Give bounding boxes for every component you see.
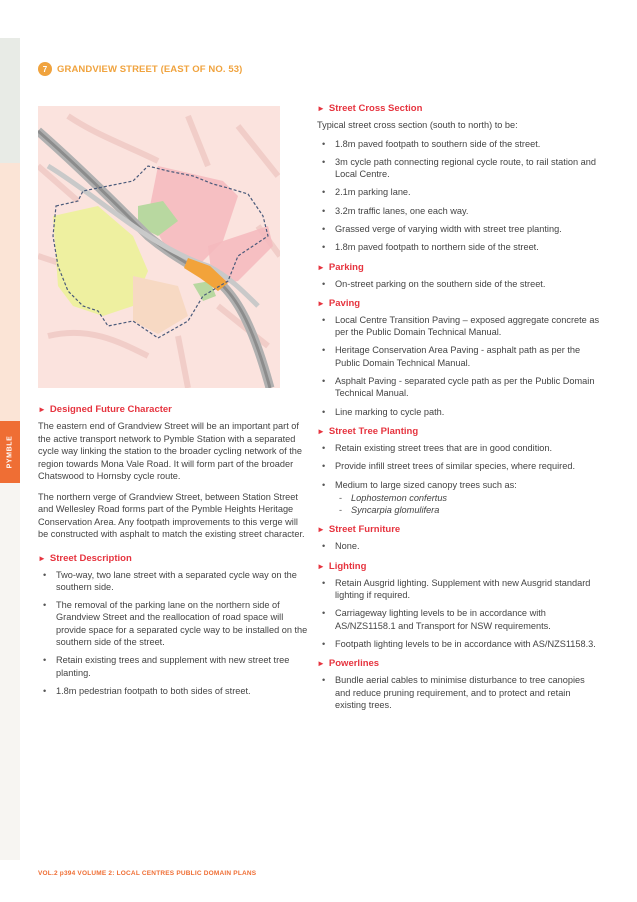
species-item: - Lophostemon confertus <box>335 492 602 504</box>
list-item: • Asphalt Paving - separated cycle path as per the Public Domain Technical Manual. <box>317 375 602 400</box>
heading-arrow-icon: ► <box>317 262 325 272</box>
left-column <box>38 404 308 705</box>
site-map <box>38 106 280 388</box>
heading-text: Street Description <box>49 552 132 564</box>
list-item-text: Medium to large sized canopy trees such as: <box>335 479 517 490</box>
list-item: • Footpath lighting levels to be in accordance with AS/NZS1158.3. <box>317 638 602 650</box>
list-item: • Provide infill street trees of similar species, where required. <box>317 460 602 472</box>
heading-arrow-icon: ► <box>38 405 46 414</box>
street-description-heading <box>38 553 308 564</box>
heading-text: Parking <box>328 261 364 273</box>
furniture-heading <box>317 524 602 535</box>
list-item: • Retain existing trees and supplement with new street tree planting. <box>38 654 308 679</box>
tree-planting-list <box>317 442 602 516</box>
list-item: • Retain existing street trees that are in good condition. <box>317 442 602 454</box>
heading-arrow-icon: ► <box>317 561 325 571</box>
heading-text: Lighting <box>328 560 367 572</box>
list-item: • Local Centre Transition Paving – exposed aggregate concrete as per the Public Domain Technical Manual. <box>317 314 602 339</box>
list-item: • 3.2m traffic lanes, one each way. <box>317 205 602 217</box>
strip-segment-green <box>0 38 20 163</box>
title-text: GRANDVIEW STREET (EAST OF NO. 53) <box>57 63 243 75</box>
powerlines-list <box>317 674 602 711</box>
heading-text: Street Cross Section <box>328 103 423 114</box>
lighting-list <box>317 577 602 650</box>
list-item: • None. <box>317 540 602 552</box>
list-item: • Grassed verge of varying width with street tree planting. <box>317 223 602 235</box>
list-item: • On-street parking on the southern side of the street. <box>317 278 602 290</box>
heading-text: Street Tree Planting <box>328 425 419 437</box>
list-item: • Two-way, two lane street with a separated cycle way on the southern side. <box>38 569 308 594</box>
powerlines-heading <box>317 658 602 669</box>
heading-text: Designed Future Character <box>49 404 172 415</box>
heading-arrow-icon: ► <box>38 553 46 563</box>
tree-planting-heading <box>317 426 602 437</box>
list-item: • Bundle aerial cables to minimise disturbance to tree canopies and reduce pruning requirement, and to protect and retain existing trees. <box>317 674 602 711</box>
paving-heading <box>317 298 602 309</box>
list-item: • Heritage Conservation Area Paving - asphalt path as per the Public Domain Technical Manual. <box>317 344 602 369</box>
heading-arrow-icon: ► <box>317 298 325 308</box>
heading-arrow-icon: ► <box>317 104 325 113</box>
furniture-list <box>317 540 602 552</box>
list-item: • The removal of the parking lane on the northern side of Grandview Street and the reallocation of road space will provide space for a separated cycle way to be installed on the southern side of the street. <box>38 599 308 648</box>
list-item: • Retain Ausgrid lighting. Supplement with new Ausgrid standard lighting if required. <box>317 577 602 602</box>
list-item <box>317 479 602 517</box>
right-column <box>317 103 602 719</box>
list-item: • Line marking to cycle path. <box>317 406 602 418</box>
list-item: • 2.1m parking lane. <box>317 186 602 198</box>
strip-segment-peach <box>0 163 20 448</box>
character-paragraph-1: The eastern end of Grandview Street will be an important part of the active transport network to Pymble Station with a separated cycle way linking the station to the broader cycling network of the region towards Mona Vale Road. It will form part of the broader Chatswood to Hornsby cycle route. <box>38 421 303 481</box>
section-tab-label: PYMBLE <box>6 435 14 469</box>
list-item: • 1.8m pedestrian footpath to both sides of street. <box>38 685 308 697</box>
list-item: • 1.8m paved footpath to northern side of the street. <box>317 241 602 253</box>
list-item: • 3m cycle path connecting regional cycle route, to rail station and Local Centre. <box>317 156 602 181</box>
page-footer: VOL.2 p394 VOLUME 2: LOCAL CENTRES PUBLIC DOMAIN PLANS <box>38 870 257 877</box>
parking-list <box>317 278 602 290</box>
heading-text: Powerlines <box>328 658 380 670</box>
list-item: • Carriageway lighting levels to be in accordance with AS/NZS1158.1 and Transport for NSW requirements. <box>317 607 602 632</box>
list-item: • 1.8m paved footpath to southern side of the street. <box>317 138 602 150</box>
heading-text: Paving <box>328 297 361 309</box>
page-title <box>38 62 242 76</box>
species-item: - Syncarpia glomulifera <box>335 504 602 516</box>
cross-section-intro: Typical street cross section (south to north) to be: <box>317 120 518 130</box>
cross-section-list <box>317 138 602 254</box>
lighting-heading <box>317 561 602 572</box>
heading-arrow-icon: ► <box>317 426 325 436</box>
strip-segment-light <box>0 448 20 860</box>
designed-character-heading <box>38 404 308 415</box>
heading-arrow-icon: ► <box>317 525 325 535</box>
title-number-badge: 7 <box>38 62 52 76</box>
heading-arrow-icon: ► <box>317 659 325 669</box>
character-paragraph-2: The northern verge of Grandview Street, between Station Street and Wellesley Road forms part of the Pymble Heights Heritage Conservation Area. Any footpath improvements to this verge will be constructed with asphalt to match the existing street character. <box>38 491 305 539</box>
heading-text: Street Furniture <box>328 524 401 536</box>
paving-list <box>317 314 602 418</box>
parking-heading <box>317 262 602 273</box>
cross-section-heading <box>317 103 602 114</box>
species-list <box>335 492 602 517</box>
street-description-list <box>38 569 308 698</box>
